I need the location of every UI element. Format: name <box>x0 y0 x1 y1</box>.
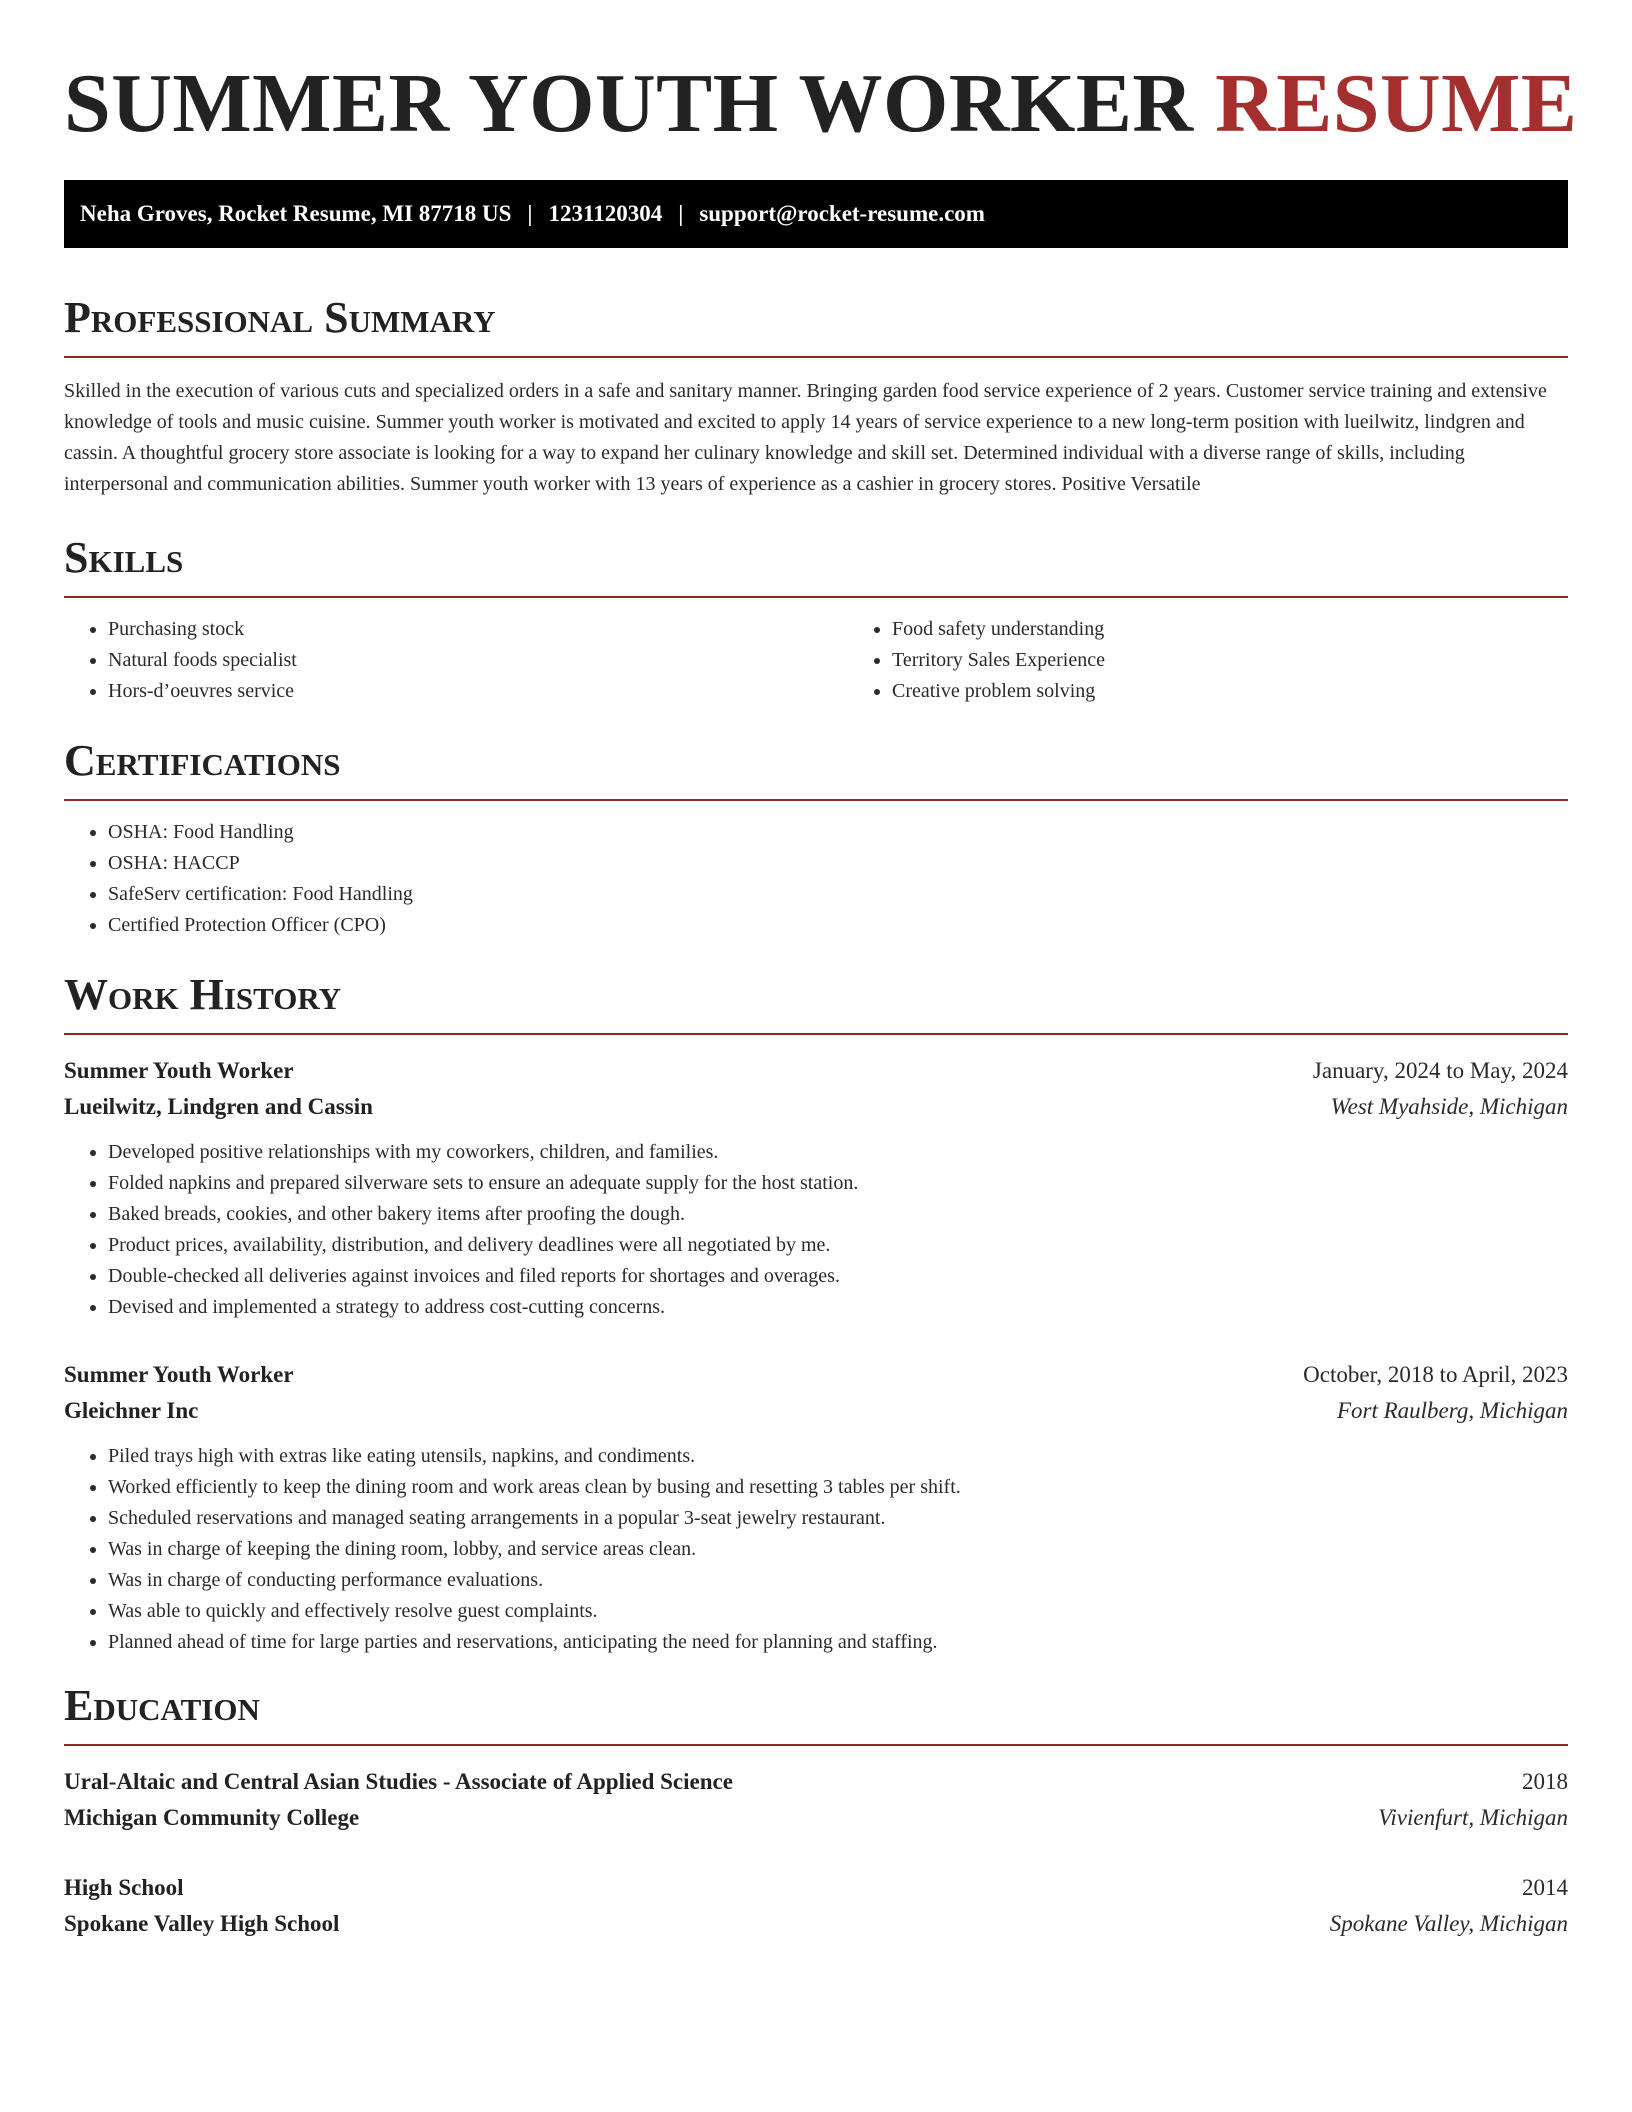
certification-item: • OSHA: Food Handling <box>108 817 1568 848</box>
job-header-row <box>64 1357 1568 1393</box>
work-history-heading: Work History <box>64 967 1568 1035</box>
education-degree-row <box>64 1870 1568 1906</box>
certifications-heading: Certifications <box>64 733 1568 801</box>
job-company-row <box>64 1393 1568 1429</box>
education-degree: Ural-Altaic and Central Asian Studies - Associate of Applied Science <box>64 1769 733 1794</box>
job-location: Fort Raulberg, Michigan <box>1336 1398 1568 1423</box>
education-school-row <box>64 1906 1568 1942</box>
education-entry <box>64 1764 1568 1836</box>
education-location: Spokane Valley, Michigan <box>1329 1911 1568 1936</box>
contact-address: Neha Groves, Rocket Resume, MI 87718 US <box>80 201 512 226</box>
education-degree-row <box>64 1764 1568 1800</box>
job-company-row <box>64 1089 1568 1125</box>
job-duty: • Worked efficiently to keep the dining room and work areas clean by busing and resetting 3 tables per shift. <box>108 1472 1568 1503</box>
job-duty: • Planned ahead of time for large parties and reservations, anticipating the need for planning and staffing. <box>108 1627 1568 1658</box>
job-duty: • Folded napkins and prepared silverware sets to ensure an adequate supply for the host station. <box>108 1168 1568 1199</box>
job-duty: • Piled trays high with extras like eating utensils, napkins, and condiments. <box>108 1441 1568 1472</box>
education-entry <box>64 1870 1568 1942</box>
education-heading: Education <box>64 1678 1568 1746</box>
certification-item: • Certified Protection Officer (CPO) <box>108 910 1568 941</box>
skill-item: • Territory Sales Experience <box>892 645 1105 676</box>
job-title: Summer Youth Worker <box>64 1058 294 1083</box>
job-duty: • Was able to quickly and effectively resolve guest complaints. <box>108 1596 1568 1627</box>
skill-item: • Creative problem solving <box>892 676 1105 707</box>
job-duty: • Double-checked all deliveries against invoices and filed reports for shortages and overages. <box>108 1261 1568 1292</box>
skill-item: • Food safety understanding <box>892 614 1105 645</box>
job-duty: • Was in charge of keeping the dining room, lobby, and service areas clean. <box>108 1534 1568 1565</box>
job-entry <box>64 1357 1568 1658</box>
job-dates: October, 2018 to April, 2023 <box>1303 1362 1568 1387</box>
contact-email: support@rocket-resume.com <box>699 201 985 226</box>
certification-item: • OSHA: HACCP <box>108 848 1568 879</box>
job-duties-list <box>64 1441 1568 1658</box>
skills-grid <box>64 598 1568 707</box>
job-location: West Myahside, Michigan <box>1330 1094 1568 1119</box>
skill-item: • Natural foods specialist <box>108 645 848 676</box>
job-company: Gleichner Inc <box>64 1398 199 1423</box>
job-duties-list <box>64 1137 1568 1323</box>
skills-list-left <box>64 614 848 707</box>
job-header-row <box>64 1053 1568 1089</box>
title-accent: RESUME <box>1215 57 1578 150</box>
education-location: Vivienfurt, Michigan <box>1378 1805 1568 1830</box>
job-duty: • Scheduled reservations and managed seating arrangements in a popular 3-seat jewelry restaurant. <box>108 1503 1568 1534</box>
certifications-list <box>64 817 1568 941</box>
job-company: Lueilwitz, Lindgren and Cassin <box>64 1094 373 1119</box>
contact-bar <box>64 180 1568 248</box>
education-school: Michigan Community College <box>64 1805 360 1830</box>
job-title: Summer Youth Worker <box>64 1362 294 1387</box>
job-duty: • Was in charge of conducting performance evaluations. <box>108 1565 1568 1596</box>
job-duty: • Devised and implemented a strategy to address cost-cutting concerns. <box>108 1292 1568 1323</box>
contact-separator: | <box>527 201 533 226</box>
job-entry <box>64 1053 1568 1323</box>
job-duty: • Baked breads, cookies, and other bakery items after proofing the dough. <box>108 1199 1568 1230</box>
education-school: Spokane Valley High School <box>64 1911 340 1936</box>
resume-title <box>64 0 1578 152</box>
education-year: 2018 <box>1522 1769 1568 1794</box>
education-school-row <box>64 1800 1568 1836</box>
certification-item: • SafeServ certification: Food Handling <box>108 879 1568 910</box>
education-year: 2014 <box>1522 1875 1568 1900</box>
education-degree: High School <box>64 1875 184 1900</box>
skills-heading: Skills <box>64 530 1568 598</box>
job-duty: • Developed positive relationships with my coworkers, children, and families. <box>108 1137 1568 1168</box>
job-duty: • Product prices, availability, distribution, and delivery deadlines were all negotiated by me. <box>108 1230 1568 1261</box>
title-main: SUMMER YOUTH WORKER <box>64 57 1194 150</box>
contact-separator: | <box>678 201 684 226</box>
contact-phone: 1231120304 <box>548 201 663 226</box>
summary-heading: Professional Summary <box>64 290 1568 358</box>
skill-item: • Hors-d’oeuvres service <box>108 676 848 707</box>
summary-text: Skilled in the execution of various cuts and specialized orders in a safe and sanitary manner. Bringing garden food service experience of 2 years. Customer service training and extensive knowledge of tools and music cuisine. Summer youth worker is motivated and excited to apply 14 years of service experience to a new long-term position with lueilwitz, lindgren and cassin. A thoughtful grocery store associate is looking for a way to expand her culinary knowledge and skill set. Determined individual with a diverse range of skills, including interpersonal and communication abilities. Summer youth worker with 13 years of experience as a cashier in grocery stores. Positive Versatile <box>64 380 1547 495</box>
skills-list-right <box>848 614 1105 707</box>
skill-item: • Purchasing stock <box>108 614 848 645</box>
job-dates: January, 2024 to May, 2024 <box>1312 1058 1568 1083</box>
